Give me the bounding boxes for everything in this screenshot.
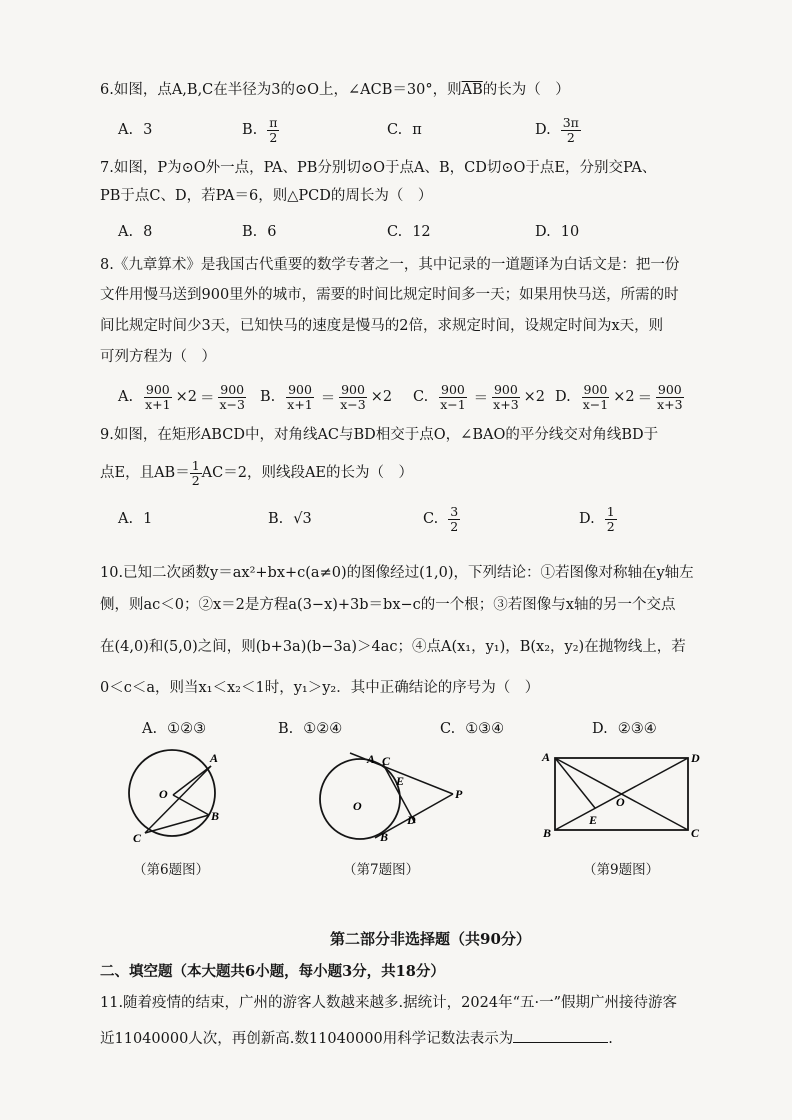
frac-den: x−1: [582, 396, 609, 412]
option-label: A.: [118, 511, 134, 527]
multiplier: ×2: [370, 389, 393, 405]
q9-line2-post: AC＝2，则线段AE的长为（ ）: [201, 465, 414, 481]
option-text: ①②③: [167, 721, 207, 737]
option-text: 12: [412, 224, 431, 240]
q6-stem-text: 6.如图，点A,B,C在半径为3的⊙O上，∠ACB＝30°，则: [100, 82, 462, 98]
frac-den: x−3: [340, 396, 366, 412]
q9-line1: 9.如图，在矩形ABCD中，对角线AC与BD相交于点O，∠BAO的平分线交对角线BD于: [100, 427, 659, 443]
q10-line1: 10.已知二次函数y＝ax²+bx+c(a≠0)的图像经过(1,0)，下列结论：①若图像对称轴在y轴左: [100, 565, 694, 581]
option-text: √3: [293, 511, 312, 527]
q8-option-d[interactable]: [555, 380, 688, 414]
frac-den: x+1: [287, 396, 313, 412]
q7-option-c[interactable]: [387, 215, 431, 249]
frac-num: 900: [341, 381, 365, 397]
fig6-circle: [129, 750, 215, 836]
q6-option-c[interactable]: [387, 113, 422, 147]
q6-option-d[interactable]: [535, 113, 581, 147]
q7-option-d[interactable]: [535, 215, 579, 249]
multiplier: ×2: [613, 389, 635, 405]
fig9-caption: （第9题图）: [583, 862, 660, 878]
frac-num: 900: [145, 381, 170, 397]
option-label: B.: [278, 721, 294, 737]
fill-blank-heading: 二、填空题（本大题共6小题，每小题3分，共18分）: [100, 963, 445, 980]
q8-option-a[interactable]: [118, 380, 250, 414]
option-label: C.: [413, 389, 429, 405]
fig6-label-a: A: [210, 751, 219, 765]
equation: [581, 383, 688, 412]
frac: [581, 383, 610, 412]
equals: ＝: [320, 390, 336, 407]
fig6-caption: （第6题图）: [133, 862, 210, 878]
fig7-label-p: P: [455, 787, 463, 801]
equation: [143, 383, 250, 412]
multiplier: ×2: [523, 389, 546, 405]
option-text: ①③④: [465, 721, 505, 737]
q8-line1: 8.《九章算术》是我国古代重要的数学专著之一，其中记录的一道题译为白话文是：把一份: [100, 257, 680, 273]
q9-line2: [100, 456, 702, 490]
frac: [338, 383, 367, 412]
fig6-line-oa: [173, 766, 211, 795]
frac-den: 2: [566, 129, 575, 145]
q8-line4: 可列方程为（ ）: [100, 349, 216, 365]
frac-num: 3: [450, 503, 459, 519]
fig7-label-o: O: [353, 799, 362, 813]
frac: [438, 383, 467, 412]
q9-option-a[interactable]: [118, 502, 152, 536]
q6-option-a[interactable]: [118, 113, 152, 147]
q8-option-c[interactable]: [413, 380, 545, 414]
option-text: π: [412, 122, 422, 138]
frac-num: 3π: [562, 114, 579, 130]
frac: [217, 383, 246, 412]
frac-num: 900: [441, 381, 465, 397]
frac-den: x−3: [219, 396, 245, 412]
q10-line4: 0＜c＜a，则当x₁＜x₂＜1时，y₁＞y₂．其中正确结论的序号为（ ）: [100, 680, 540, 696]
fig9-label-b: B: [543, 826, 552, 840]
option-label: A.: [142, 721, 158, 737]
frac-den: x+1: [145, 396, 171, 412]
q9-option-c[interactable]: [423, 502, 460, 536]
q6-option-d-frac: [561, 116, 581, 145]
q9-line2-pre: 点E，且AB＝: [100, 465, 190, 481]
frac: [143, 383, 172, 412]
equation: [285, 383, 392, 412]
frac: [285, 383, 314, 412]
q10-option-d[interactable]: [592, 712, 657, 746]
option-label: D.: [592, 721, 608, 737]
frac-num: π: [269, 114, 278, 130]
fig9-label-o: O: [616, 795, 625, 809]
option-label: B.: [268, 511, 284, 527]
frac-num: 900: [288, 381, 312, 397]
equals: ＝: [637, 390, 653, 407]
equation: [438, 383, 545, 412]
option-label: D.: [535, 122, 551, 138]
q11-line2-text: 近11040000人次，再创新高.数11040000用科学记数法表示为: [100, 1031, 514, 1047]
q11-line2: [100, 1028, 702, 1049]
option-label: D.: [579, 511, 595, 527]
fig9-label-d: D: [691, 751, 700, 765]
q6-stem-end: 的长为（ ）: [482, 82, 570, 98]
option-label: C.: [440, 721, 456, 737]
option-text: 10: [560, 224, 580, 240]
option-label: B.: [242, 224, 258, 240]
frac-den: x+3: [493, 396, 519, 412]
q11-line1: 11.随着疫情的结束，广州的游客人数越来越多.据统计，2024年“五·一”假期广州接待游客: [100, 995, 678, 1011]
q11-answer-blank[interactable]: [513, 1028, 608, 1043]
fig6-label-b: B: [211, 809, 220, 823]
frac: [448, 505, 460, 534]
q7-line1: 7.如图，P为⊙O外一点，PA、PB分别切⊙O于点A、B，CD切⊙O于点E，分别交PA、: [100, 160, 657, 176]
option-text: ①②④: [303, 721, 343, 737]
frac: [605, 505, 617, 534]
q10-line3: 在(4,0)和(5,0)之间，则(b+3a)(b−3a)＞4ac；④点A(x₁，y₁)，B(x₂，y₂)在抛物线上，若: [100, 639, 686, 655]
fig9-diagram: [538, 748, 708, 840]
frac-den: 2: [269, 129, 278, 145]
q8-option-b[interactable]: [260, 380, 392, 414]
frac-num: 1: [606, 503, 615, 519]
q7-option-a[interactable]: [118, 215, 152, 249]
frac-den: 2: [191, 472, 200, 488]
option-label: C.: [387, 224, 403, 240]
option-label: C.: [387, 122, 403, 138]
option-text: 6: [267, 224, 277, 240]
q7-option-b[interactable]: [242, 215, 277, 249]
frac-num: 900: [493, 381, 518, 397]
fig9-bisector-ae: [555, 758, 595, 808]
fig7-caption: （第7题图）: [343, 862, 420, 878]
q8-options: [100, 380, 700, 414]
fig7-label-e: E: [396, 774, 405, 788]
q6-arc: $\overline{AB}$: [461, 82, 483, 98]
q9-option-d[interactable]: [579, 502, 617, 536]
option-label: D.: [535, 224, 551, 240]
fig9-label-e: E: [589, 813, 598, 827]
option-text: 3: [143, 122, 153, 138]
option-label: C.: [423, 511, 439, 527]
q10-option-b[interactable]: [278, 712, 342, 746]
fig6-label-c: C: [133, 831, 142, 845]
fig6-diagram: [115, 745, 235, 850]
q6-option-b[interactable]: [242, 113, 279, 147]
frac: [491, 383, 520, 412]
part2-title: 第二部分非选择题（共90分）: [330, 930, 531, 948]
option-text: 1: [143, 511, 153, 527]
option-label: B.: [260, 389, 276, 405]
fig6-line-ob: [173, 795, 209, 815]
q10-options: [100, 712, 700, 746]
option-label: A.: [118, 224, 134, 240]
fig9-label-a: A: [542, 750, 551, 764]
q10-line2: 侧，则ac＜0；②x＝2是方程a(3−x)+3b＝bx−c的一个根；③若图像与x轴的另一个交点: [100, 597, 676, 613]
q6-stem: [100, 80, 702, 100]
option-label: A.: [118, 122, 134, 138]
equals: ＝: [199, 390, 215, 407]
q8-line3: 间比规定时间少3天，已知快马的速度是慢马的2倍，求规定时间，设规定时间为x天，则: [100, 318, 664, 334]
fig6-label-o: O: [159, 787, 168, 801]
frac-den: x+3: [657, 396, 683, 412]
fig7-label-c: C: [382, 754, 391, 768]
option-label: D.: [555, 389, 571, 405]
q11-end: .: [608, 1031, 613, 1047]
frac-num: 900: [583, 381, 608, 397]
option-label: B.: [242, 122, 258, 138]
multiplier: ×2: [175, 389, 197, 405]
frac-den: 2: [450, 518, 459, 534]
q8-line2: 文件用慢马送到900里外的城市，需要的时间比规定时间多一天；如果用快马送，所需的时: [100, 287, 679, 303]
q10-option-c[interactable]: [440, 712, 504, 746]
q6-option-b-frac: [267, 116, 279, 145]
fig7-diagram: [315, 748, 475, 848]
q9-option-b[interactable]: [268, 502, 312, 536]
frac-den: x−1: [440, 396, 466, 412]
fig9-label-c: C: [691, 826, 700, 840]
frac: [655, 383, 684, 412]
frac-num: 900: [220, 381, 245, 397]
option-text: 8: [143, 224, 153, 240]
equals: ＝: [473, 390, 489, 407]
fig7-label-d: D: [407, 813, 416, 827]
q6-options: [100, 113, 700, 147]
q9-options: [100, 502, 700, 536]
frac-num: 1: [191, 457, 200, 473]
q10-option-a[interactable]: [142, 712, 206, 746]
option-text: ②③④: [617, 721, 657, 737]
q7-options: [100, 215, 700, 249]
q7-line2: PB于点C、D，若PA＝6，则△PCD的周长为（ ）: [100, 188, 433, 204]
option-label: A.: [118, 389, 134, 405]
q9-half-frac: [190, 459, 202, 488]
fig7-label-b: B: [380, 830, 389, 844]
fig7-label-a: A: [367, 752, 376, 766]
frac-den: 2: [606, 518, 615, 534]
frac-num: 900: [657, 381, 682, 397]
